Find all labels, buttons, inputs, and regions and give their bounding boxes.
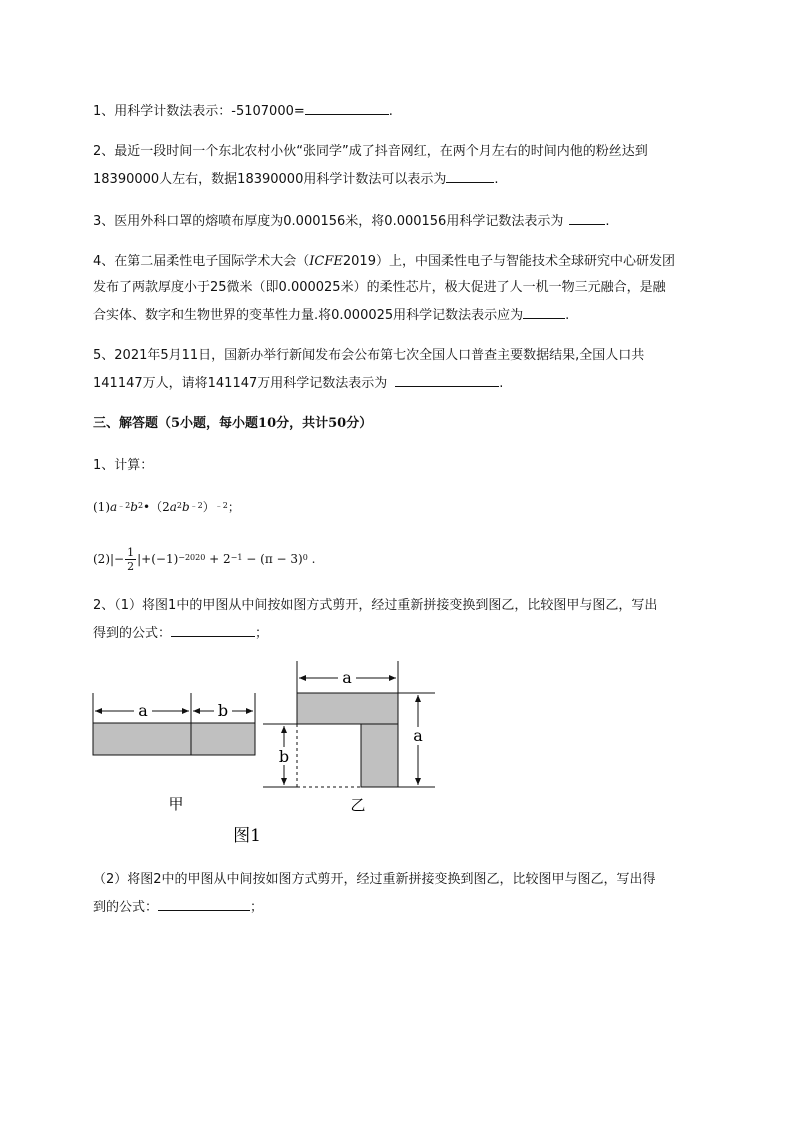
question-5-text: 141147万人，请将141147万用科学记数法表示为	[93, 376, 388, 391]
formula-q-text: 到的公式：	[93, 900, 159, 915]
calc-part-1	[93, 499, 240, 517]
paren: ）	[202, 500, 215, 514]
question-3	[93, 212, 609, 230]
var-b: b	[130, 500, 138, 514]
answer-blank[interactable]	[158, 898, 250, 911]
formula-q-text: （2）将图2中的甲图从中间按如图方式剪开，经过重新拼接变换到图乙，比较图甲与图乙，写出得	[93, 872, 656, 887]
question-4-line-1	[93, 254, 675, 270]
exponent: ﹣2	[189, 501, 203, 510]
var-a: a	[169, 500, 177, 514]
formula-q-text: 得到的公式：	[93, 626, 172, 641]
question-4-text: 2019）上，中国柔性电子与智能技术全球研究中心研发团	[342, 254, 675, 269]
figure-yi	[263, 661, 435, 814]
punct: .	[499, 376, 504, 391]
question-2-text: 18390000人左右，数据18390000用科学计数法可以表示为	[93, 172, 447, 187]
question-1	[93, 102, 393, 120]
question-4-line-3	[93, 306, 569, 324]
figure-caption: 图1	[233, 826, 261, 846]
question-2-text: 2、最近一段时间一个东北农村小伙“张同学”成了抖音网红，在两个月左右的时间内他的粉丝达到	[93, 144, 648, 159]
answer-blank[interactable]	[446, 170, 494, 183]
denominator: 2	[127, 560, 135, 573]
formula-q-line-1	[93, 598, 657, 614]
operator: •（2	[143, 500, 170, 514]
formula-q2-line-1	[93, 872, 656, 888]
label-b: b	[217, 701, 229, 720]
label-a: a	[138, 701, 148, 720]
punct: .	[605, 214, 610, 229]
shaded-strip	[93, 723, 255, 755]
answer-blank[interactable]	[171, 624, 255, 637]
punct: .	[388, 104, 393, 119]
part-label: (1)	[93, 500, 110, 514]
question-4-line-2	[93, 280, 666, 296]
answer-blank[interactable]	[569, 212, 605, 225]
question-5-text: 5、2021年5月11日，国新办举行新闻发布会公布第七次全国人口普查主要数据结果,全国人口共	[93, 348, 645, 363]
section-heading: 三、解答题（5小题，每小题10分，共计50分）	[93, 416, 373, 431]
answer-blank[interactable]	[305, 102, 389, 115]
punct: .	[565, 308, 570, 323]
question-2-line-1	[93, 144, 648, 160]
fraction	[125, 546, 136, 573]
exponent: ﹣2	[117, 501, 131, 510]
question-5-line-1	[93, 348, 644, 364]
punct: ；	[250, 900, 264, 915]
calc-title: 1、计算：	[93, 458, 154, 473]
punct: .	[494, 172, 499, 187]
figure-1	[80, 655, 460, 850]
formula-q-line-2	[93, 624, 268, 642]
punct: ；	[227, 500, 240, 514]
formula-q2-line-2	[93, 898, 263, 916]
label-a-side: a	[413, 726, 423, 745]
exponent: ﹣2	[214, 501, 228, 510]
part-label: (2)|−	[93, 552, 125, 566]
answer-blank[interactable]	[395, 374, 499, 387]
exponent: 2	[137, 501, 144, 510]
exponent: −2020	[178, 553, 206, 562]
numerator: 1	[127, 546, 135, 559]
figure-jia	[93, 693, 255, 813]
label-b-side: b	[278, 747, 290, 766]
punct: ；	[255, 626, 269, 641]
question-4-text: 发布了两款厚度小于25微米（即0.000025米）的柔性芯片，极大促进了人一机一物三元融合，是融	[93, 280, 666, 295]
expr: − (π − 3)	[242, 552, 303, 566]
var-b: b	[182, 500, 190, 514]
conference-abbrev: ICFE	[309, 254, 343, 269]
exponent: −1	[230, 553, 243, 562]
formula-q-text: 2、（1）将图1中的甲图从中间按如图方式剪开，经过重新拼接变换到图乙，比较图甲与图乙，写出	[93, 598, 658, 613]
question-1-text: 1、用科学计数法表示：-5107000=	[93, 104, 305, 119]
label-a-top: a	[342, 668, 352, 687]
question-3-text: 3、医用外科口罩的熔喷布厚度为0.000156米，将0.000156用科学记数法表示为	[93, 214, 564, 229]
expr: + 2	[205, 552, 231, 566]
punct: .	[307, 552, 316, 566]
question-4-text: 合实体、数字和生物世界的变革性力量.将0.000025用科学记数法表示应为	[93, 308, 524, 323]
calc-part-2	[93, 546, 315, 573]
expr: |+(−1)	[137, 552, 179, 566]
label-jia: 甲	[168, 795, 184, 813]
label-yi: 乙	[350, 796, 366, 814]
question-5-line-2	[93, 374, 503, 392]
shaded-l-shape	[297, 693, 398, 787]
exponent: 2	[176, 501, 182, 510]
var-a: a	[110, 500, 118, 514]
question-2-line-2	[93, 170, 498, 188]
exponent: 0	[302, 553, 308, 562]
answer-blank[interactable]	[523, 306, 565, 319]
question-4-text: 4、在第二届柔性电子国际学术大会（	[93, 254, 310, 269]
